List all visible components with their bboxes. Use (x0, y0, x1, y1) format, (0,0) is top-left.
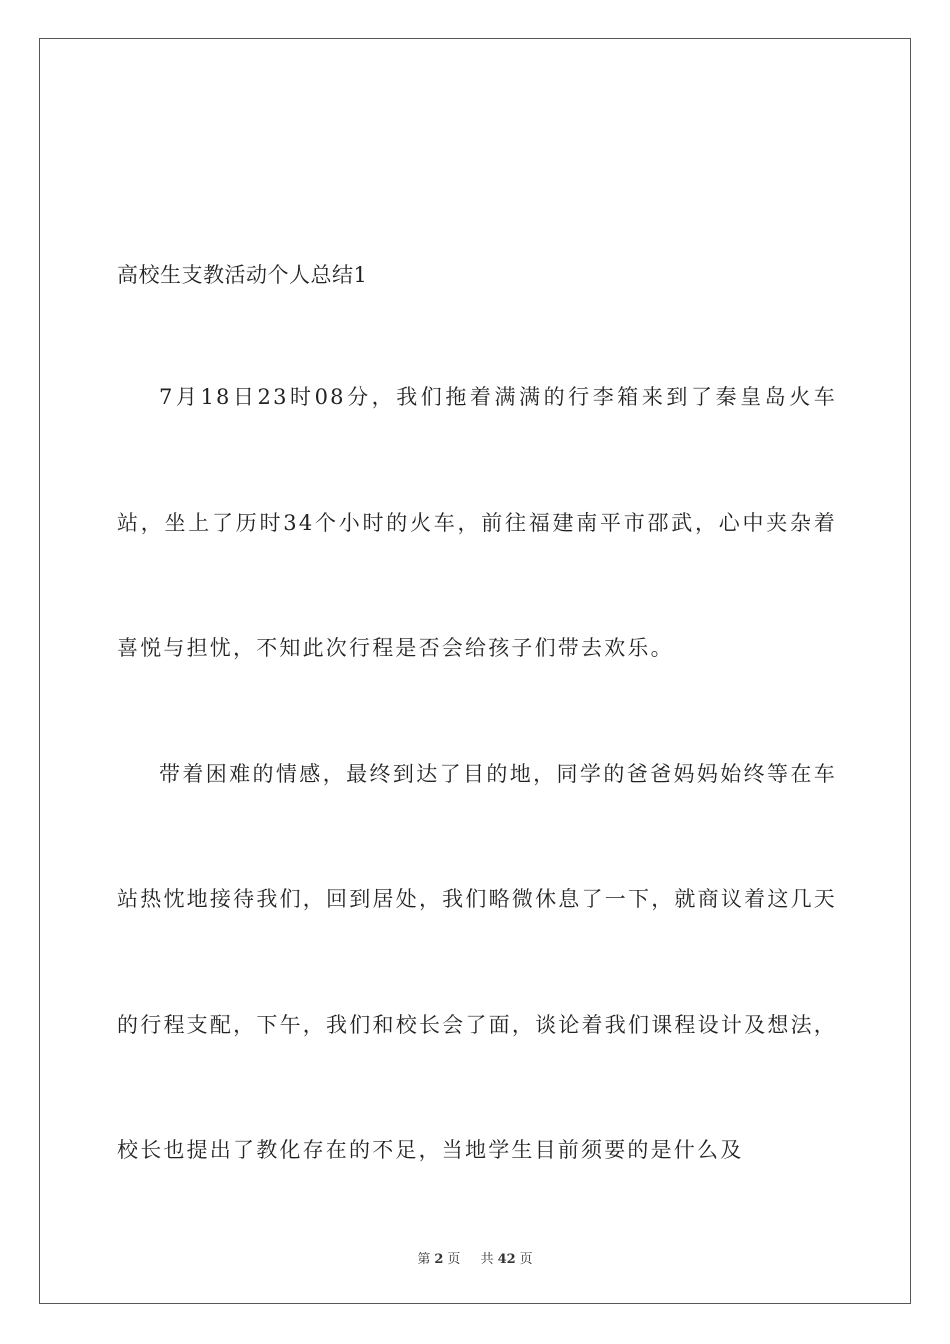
paragraph-1: 7月18日23时08分，我们拖着满满的行李箱来到了秦皇岛火车站，坐上了历时34个小时的火车，前往福建南平市邵武，心中夹杂着喜悦与担忧，不知此次行程是否会给孩子们带去欢乐。 (117, 385, 837, 660)
page-suffix: 页 (447, 1252, 461, 1267)
page-footer (0, 1248, 950, 1267)
document-title: 高校生支教活动个人总结1 (117, 263, 368, 287)
document-body (117, 238, 837, 1214)
current-page-number: 2 (434, 1252, 444, 1267)
total-pages-indicator (477, 1252, 537, 1267)
page-indicator (413, 1252, 464, 1267)
total-pages-number: 42 (497, 1252, 516, 1267)
total-suffix: 页 (519, 1252, 533, 1267)
total-prefix: 共 (480, 1252, 494, 1267)
page-prefix: 第 (417, 1252, 431, 1267)
paragraph-2: 带着困难的情感，最终到达了目的地，同学的爸爸妈妈始终等在车站热忱地接待我们，回到居处，我们略微休息了一下，就商议着这几天的行程支配，下午，我们和校长会了面，谈论着我们课程设计及想法，校长也提出了教化存在的不足，当地学生目前须要的是什么及 (117, 761, 837, 1162)
